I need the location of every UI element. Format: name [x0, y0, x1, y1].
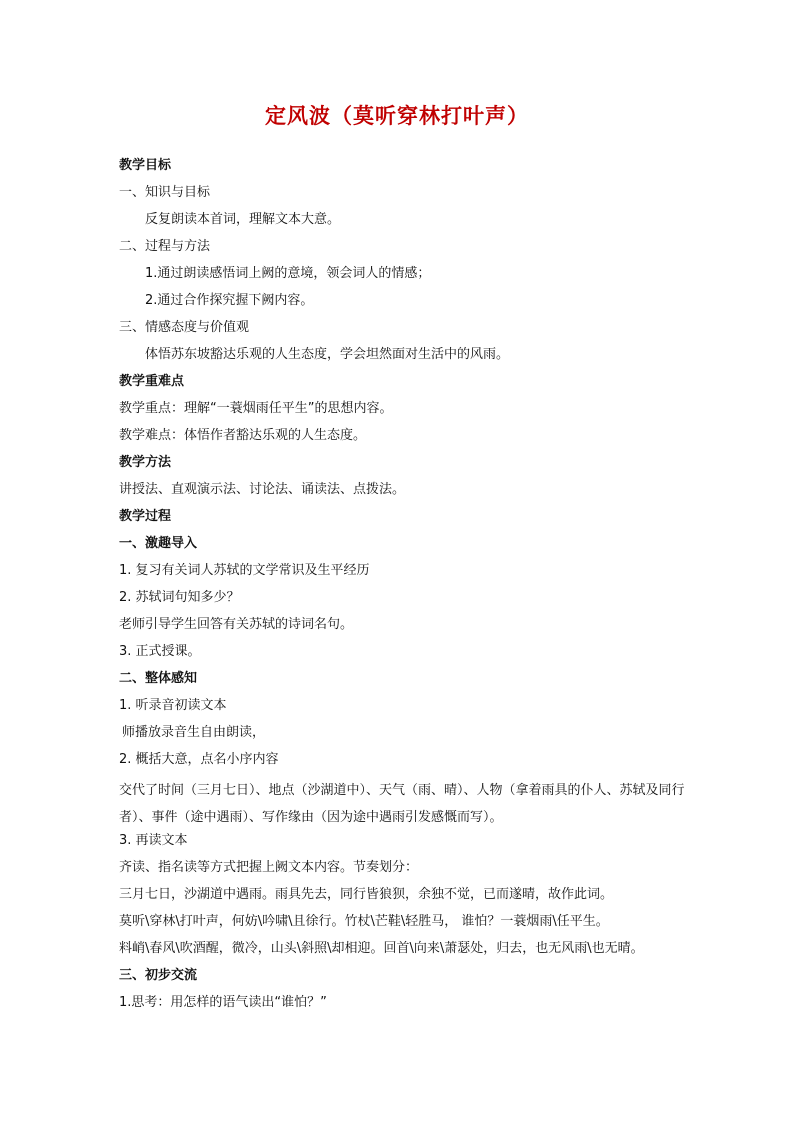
paragraph: 交代了时间（三月七日）、地点（沙湖道中）、天气（雨、晴）、人物（拿着雨具的仆人、苏轼及同行者）、事件（途中遇雨）、写作缘由（因为途中遇雨引发感慨而写）。	[119, 783, 685, 825]
section-knowledge: 一、知识与目标	[119, 185, 211, 200]
document-body	[119, 156, 689, 1020]
list-item: 2.通过合作探究握下阙内容。	[145, 293, 314, 308]
document-title: 定风波（莫听穿林打叶声）	[265, 104, 529, 128]
list-item: 2. 苏轼词句知多少？	[119, 590, 240, 605]
section-process-method: 二、过程与方法	[119, 239, 211, 254]
list-item: 1.通过朗读感悟词上阙的意境，领会词人的情感；	[145, 266, 431, 281]
paragraph: 师播放录音生自由朗读，	[122, 725, 266, 740]
paragraph: 反复朗读本首词，理解文本大意。	[145, 212, 341, 227]
poem-line: 料峭\春风\吹酒醒，微冷，山头\斜照\却相迎。回首\向来\萧瑟处，归去，也无风雨\也无晴。	[119, 941, 644, 956]
heading-teaching-objectives: 教学目标	[119, 158, 172, 173]
heading-teaching-process: 教学过程	[119, 509, 172, 524]
list-item: 3. 正式授课。	[119, 644, 201, 659]
section-introduction: 一、激趣导入	[119, 536, 198, 551]
list-item: 1. 复习有关词人苏轼的文学常识及生平经历	[119, 563, 370, 578]
paragraph: 教学难点：体悟作者豁达乐观的人生态度。	[119, 428, 367, 443]
paragraph: 讲授法、直观演示法、讨论法、诵读法、点拨法。	[119, 482, 406, 497]
list-item: 3. 再读文本	[119, 833, 188, 848]
paragraph: 老师引导学生回答有关苏轼的诗词名句。	[119, 617, 354, 632]
paragraph: 体悟苏东坡豁达乐观的人生态度，学会坦然面对生活中的风雨。	[145, 347, 510, 362]
section-overall-perception: 二、整体感知	[119, 671, 198, 686]
section-emotion-values: 三、情感态度与价值观	[119, 320, 250, 335]
heading-key-difficult-points: 教学重难点	[119, 374, 185, 389]
heading-teaching-methods: 教学方法	[119, 455, 172, 470]
poem-line: 莫听\穿林\打叶声，何妨\吟啸\且徐行。竹杖\芒鞋\轻胜马， 谁怕？一蓑烟雨\任平生。	[119, 914, 609, 929]
list-item: 1. 听录音初读文本	[119, 698, 227, 713]
paragraph: 教学重点：理解“一蓑烟雨任平生”的思想内容。	[119, 401, 393, 416]
paragraph: 齐读、指名读等方式把握上阙文本内容。节奏划分：	[119, 860, 419, 875]
list-item: 1.思考：用怎样的语气读出“谁怕？”	[119, 995, 327, 1010]
section-initial-exchange: 三、初步交流	[119, 968, 198, 983]
poem-preface: 三月七日，沙湖道中遇雨。雨具先去，同行皆狼狈，余独不觉，已而遂晴，故作此词。	[119, 887, 614, 902]
list-item: 2. 概括大意，点名小序内容	[119, 752, 279, 767]
